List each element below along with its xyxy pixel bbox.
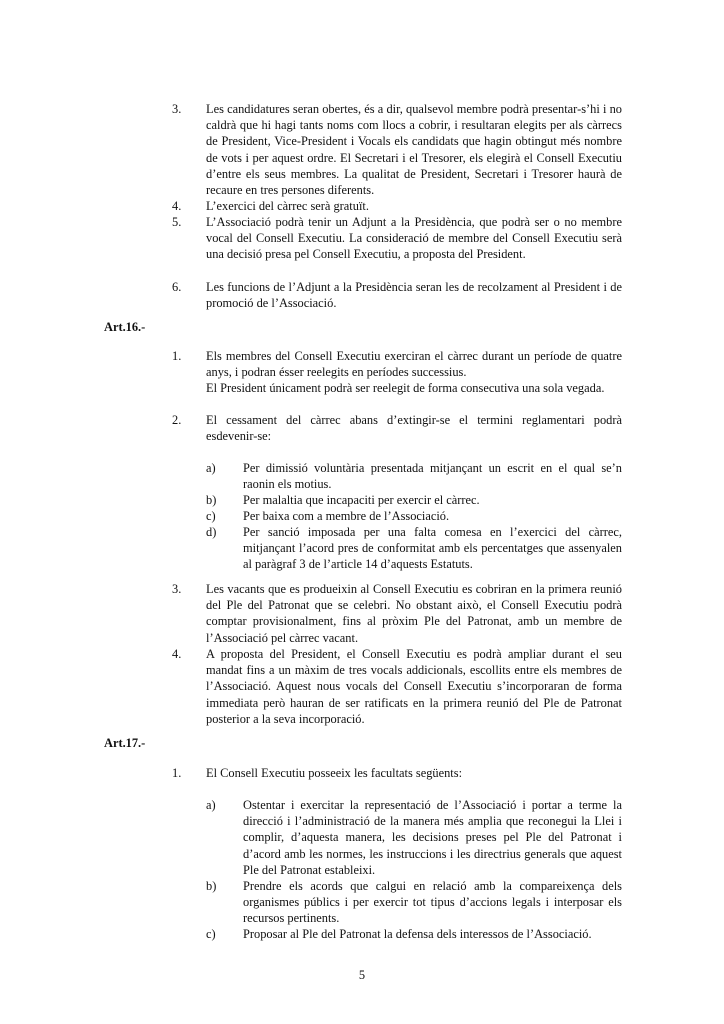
subitem-letter: c) <box>206 927 216 941</box>
item-text: Els membres del Consell Executiu exerciran el càrrec durant un període de quatre anys, i podran ésser reelegits en períodes successius. <box>206 349 622 380</box>
item-text: El cessament del càrrec abans d’extingir-se el termini reglamentari podrà esdevenir-se: <box>206 413 622 444</box>
item-number: 3. <box>172 582 182 596</box>
item-text: Les vacants que es produeixin al Consell Executiu es cobriran en la primera reunió del Ple del Patronat que se celebri. No obstant això, el Consell Executiu podrà comptar provisionalment, fins al pròxim Ple del Patronat, amb un membre de l’Associació pel càrrec vacant. <box>206 582 622 645</box>
subitem-text: Per dimissió voluntària presentada mitjançant un escrit en el qual se’n raonin els motius. <box>243 461 622 492</box>
page-number: 5 <box>358 968 366 982</box>
item-number: 1. <box>172 349 182 363</box>
item-text: El Consell Executiu posseeix les facultats següents: <box>206 766 463 780</box>
subitem-text: Proposar al Ple del Patronat la defensa dels interessos de l’Associació. <box>243 927 592 941</box>
article-heading: Art.16.- <box>104 320 146 334</box>
item-number: 5. <box>172 215 182 229</box>
item-number: 3. <box>172 102 182 116</box>
subitem-text: Per malaltia que incapaciti per exercir el càrrec. <box>243 493 480 507</box>
subitem-letter: a) <box>206 461 216 475</box>
subitem-text: Ostentar i exercitar la representació de l’Associació i portar a terme la direcció i l’administració de la manera més amplia que reconegui la Llei i complir, d’aquesta manera, les decisions preses pel Ple del Patronat i d’acord amb les normes, les instruccions i les directrius generals que aquest Ple del Patronat estableixi. <box>243 798 622 877</box>
subitem-letter: d) <box>206 525 217 539</box>
item-number: 4. <box>172 647 182 661</box>
item-text: Les funcions de l’Adjunt a la Presidència seran les de recolzament al President i de promoció de l’Associació. <box>206 280 622 311</box>
item-number: 1. <box>172 766 182 780</box>
item-number: 4. <box>172 199 182 213</box>
item-text: Les candidatures seran obertes, és a dir, qualsevol membre podrà presentar-s’hi i no caldrà que hi hagi tants noms com llocs a cobrir, i resultaran elegits per als càrrecs de President, Vice-President i Vocals els candidats que hagin obtingut més nombre de vots i per aquest ordre. El Secretari i el Tresorer, els elegirà el Consell Executiu d’entre els seus membres. La qualitat de President, Secretari i Tresorer haurà de recaure en tres persones diferents. <box>206 102 622 198</box>
item-number: 6. <box>172 280 182 294</box>
item-text: El President únicament podrà ser reelegit de forma consecutiva una sola vegada. <box>206 381 605 395</box>
subitem-text: Prendre els acords que calgui en relació amb la compareixença dels organismes públics i per exercir tot tipus d’accions legals i interposar els recursos pertinents. <box>243 879 622 926</box>
subitem-letter: c) <box>206 509 216 523</box>
item-text: A proposta del President, el Consell Executiu es podrà ampliar durant el seu mandat fins a un màxim de tres vocals addicionals, escollits entre els membres de l’Associació. Aquest nous vocals del Consell Executiu s’incorporaran de forma immediata però hauran de ser ratificats en la primera reunió del Ple de Patronat posterior a la seva incorporació. <box>206 647 622 726</box>
item-number: 2. <box>172 413 182 427</box>
article-heading: Art.17.- <box>104 736 146 750</box>
subitem-letter: b) <box>206 493 217 507</box>
subitem-letter: b) <box>206 879 217 893</box>
subitem-text: Per baixa com a membre de l’Associació. <box>243 509 450 523</box>
subitem-letter: a) <box>206 798 216 812</box>
subitem-text: Per sanció imposada per una falta comesa en l’exercici del càrrec, mitjançant l’acord pres de conformitat amb els percentatges que assenyalen al paràgraf 3 de l’article 14 d’aquests Estatuts. <box>243 525 622 572</box>
item-text: L’exercici del càrrec serà gratuït. <box>206 199 369 213</box>
item-text: L’Associació podrà tenir un Adjunt a la Presidència, que podrà ser o no membre vocal del Consell Executiu. La consideració de membre del Consell Executiu serà una decisió presa pel Consell Executiu, a proposta del President. <box>206 215 622 262</box>
